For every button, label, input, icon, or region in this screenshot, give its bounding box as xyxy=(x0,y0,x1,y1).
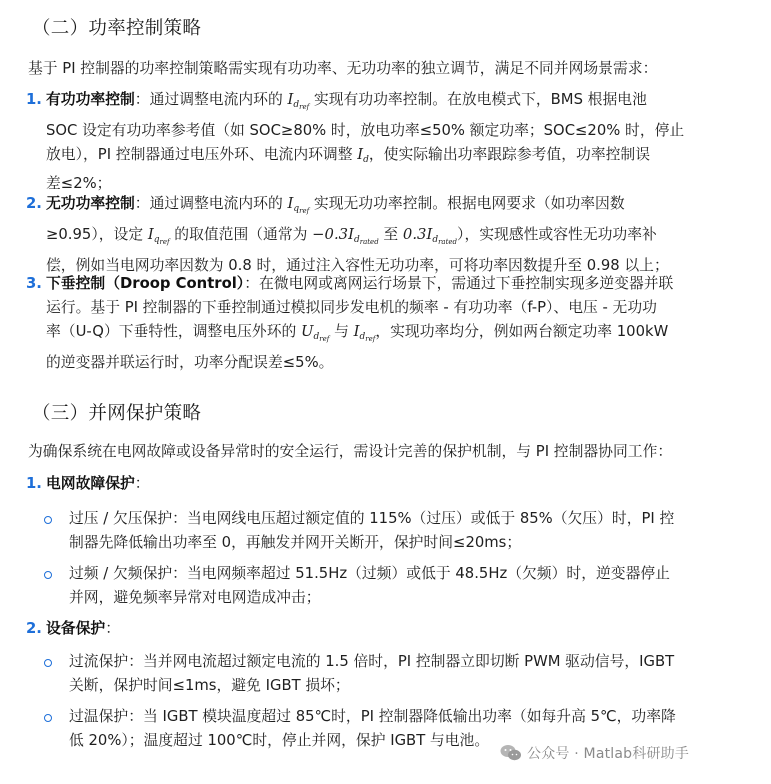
text: 低 20%）；温度超过 100℃时，停止并网，保护 IGBT 与电池。 xyxy=(69,732,490,749)
list-number: 3. xyxy=(26,275,42,292)
text: 实现有功功率控制。在放电模式下，BMS 根据电池 xyxy=(309,91,647,108)
text: ： xyxy=(134,475,150,492)
bullet-over-under-frequency xyxy=(44,562,744,610)
formula-Iqref: $I_{q_{ref}}$ xyxy=(287,195,310,215)
bullet-circle-icon xyxy=(44,714,52,722)
watermark-text: 公众号 · Matlab科研助手 xyxy=(527,746,690,762)
text: ），实现感性或容性无功功率补 xyxy=(457,226,657,243)
text: 制器先降低输出功率至 0，再触发并网开关断开，保护时间≤20ms； xyxy=(69,534,522,551)
text: 并网，避免频率异常对电网造成冲击； xyxy=(69,589,321,606)
formula-neg-Idrated: $-0.3I_{d_{rated}}$ xyxy=(312,226,379,246)
item-label: 电网故障保护 xyxy=(46,475,135,492)
text: 与 xyxy=(329,323,354,340)
text: SOC 设定有功功率参考值（如 SOC≥80% 时，放电功率≤50% 额定功率；SOC≤20% 时，停止 xyxy=(46,122,685,139)
text: 的取值范围（通常为 xyxy=(169,226,313,243)
list-item-reactive-power xyxy=(26,192,746,278)
formula-Udref: $U_{d_{ref}}$ xyxy=(301,323,330,343)
section-heading-power-control: （二）功率控制策略 xyxy=(32,18,202,39)
text: 至 xyxy=(378,226,403,243)
text: ： xyxy=(105,620,121,637)
watermark xyxy=(500,740,689,766)
text: 过频 / 欠频保护：当电网频率超过 51.5Hz（过频）或低于 48.5Hz（欠频）时，逆变器停止 xyxy=(69,565,670,582)
text: ：在微电网或离网运行场景下，需通过下垂控制实现多逆变器并联 xyxy=(244,275,674,292)
text: 过压 / 欠压保护：当电网线电压超过额定值的 115%（过压）或低于 85%（欠压）时，PI 控 xyxy=(69,510,675,527)
bullet-overcurrent xyxy=(44,650,744,698)
text: 关断，保护时间≤1ms，避免 IGBT 损坏； xyxy=(69,677,350,694)
text: 率（U-Q）下垂特性，调整电压外环的 xyxy=(46,323,302,340)
list-number: 2. xyxy=(26,620,42,637)
formula-Id: $I_d$ xyxy=(357,146,369,165)
list-number: 2. xyxy=(26,195,42,212)
item-label: 无功功率控制 xyxy=(46,195,135,212)
text: 偿，例如当电网功率因数为 0.8 时，通过注入容性无功功率，可将功率因数提升至 0.98 以上； xyxy=(46,257,669,274)
text: 的逆变器并联运行时，功率分配误差≤5%。 xyxy=(46,354,334,371)
item-label: 设备保护 xyxy=(46,620,106,637)
formula-Idref: $I_{d_{ref}}$ xyxy=(287,91,310,111)
bullet-over-under-voltage xyxy=(44,507,744,555)
text: 差≤2%； xyxy=(46,175,112,192)
text: 过流保护：当并网电流超过额定电流的 1.5 倍时，PI 控制器立即切断 PWM 驱动信号，IGBT xyxy=(69,653,675,670)
list-item-active-power xyxy=(26,88,746,196)
bullet-circle-icon xyxy=(44,659,52,667)
text: 实现无功功率控制。根据电网要求（如功率因数 xyxy=(309,195,625,212)
section-heading-grid-protection: （三）并网保护策略 xyxy=(32,403,202,424)
text: ≥0.95），设定 xyxy=(46,226,148,243)
list-number: 1. xyxy=(26,91,42,108)
list-number: 1. xyxy=(26,475,42,492)
list-item-grid-fault-protection xyxy=(26,472,746,496)
power-control-intro: 基于 PI 控制器的功率控制策略需实现有功功率、无功功率的独立调节，满足不同并网场景需求： xyxy=(28,60,658,77)
text: ：通过调整电流内环的 xyxy=(134,195,288,212)
list-item-droop-control xyxy=(26,272,746,375)
item-label: 有功功率控制 xyxy=(46,91,135,108)
text: ，实现功率均分，例如两台额定功率 100kW xyxy=(375,323,669,340)
bullet-circle-icon xyxy=(44,571,52,579)
wechat-icon xyxy=(500,744,522,762)
text: ：通过调整电流内环的 xyxy=(134,91,288,108)
text: 过温保护：当 IGBT 模块温度超过 85℃时，PI 控制器降低输出功率（如每升高 5℃，功率降 xyxy=(69,708,676,725)
text: ，使实际输出功率跟踪参考值，功率控制误 xyxy=(368,146,651,163)
item-label: 下垂控制（Droop Control） xyxy=(46,275,245,292)
formula-Iqref: $I_{q_{ref}}$ xyxy=(147,226,170,246)
formula-Idref: $I_{d_{ref}}$ xyxy=(353,323,376,343)
text: 运行。基于 PI 控制器的下垂控制通过模拟同步发电机的频率 - 有功功率（f-P）、电压 - 无功功 xyxy=(46,299,657,316)
grid-protection-intro: 为确保系统在电网故障或设备异常时的安全运行，需设计完善的保护机制，与 PI 控制器协同工作： xyxy=(28,443,673,460)
bullet-circle-icon xyxy=(44,516,52,524)
text: 放电），PI 控制器通过电压外环、电流内环调整 xyxy=(46,146,358,163)
formula-pos-Idrated: $0.3I_{d_{rated}}$ xyxy=(402,226,458,246)
list-item-device-protection xyxy=(26,617,746,641)
